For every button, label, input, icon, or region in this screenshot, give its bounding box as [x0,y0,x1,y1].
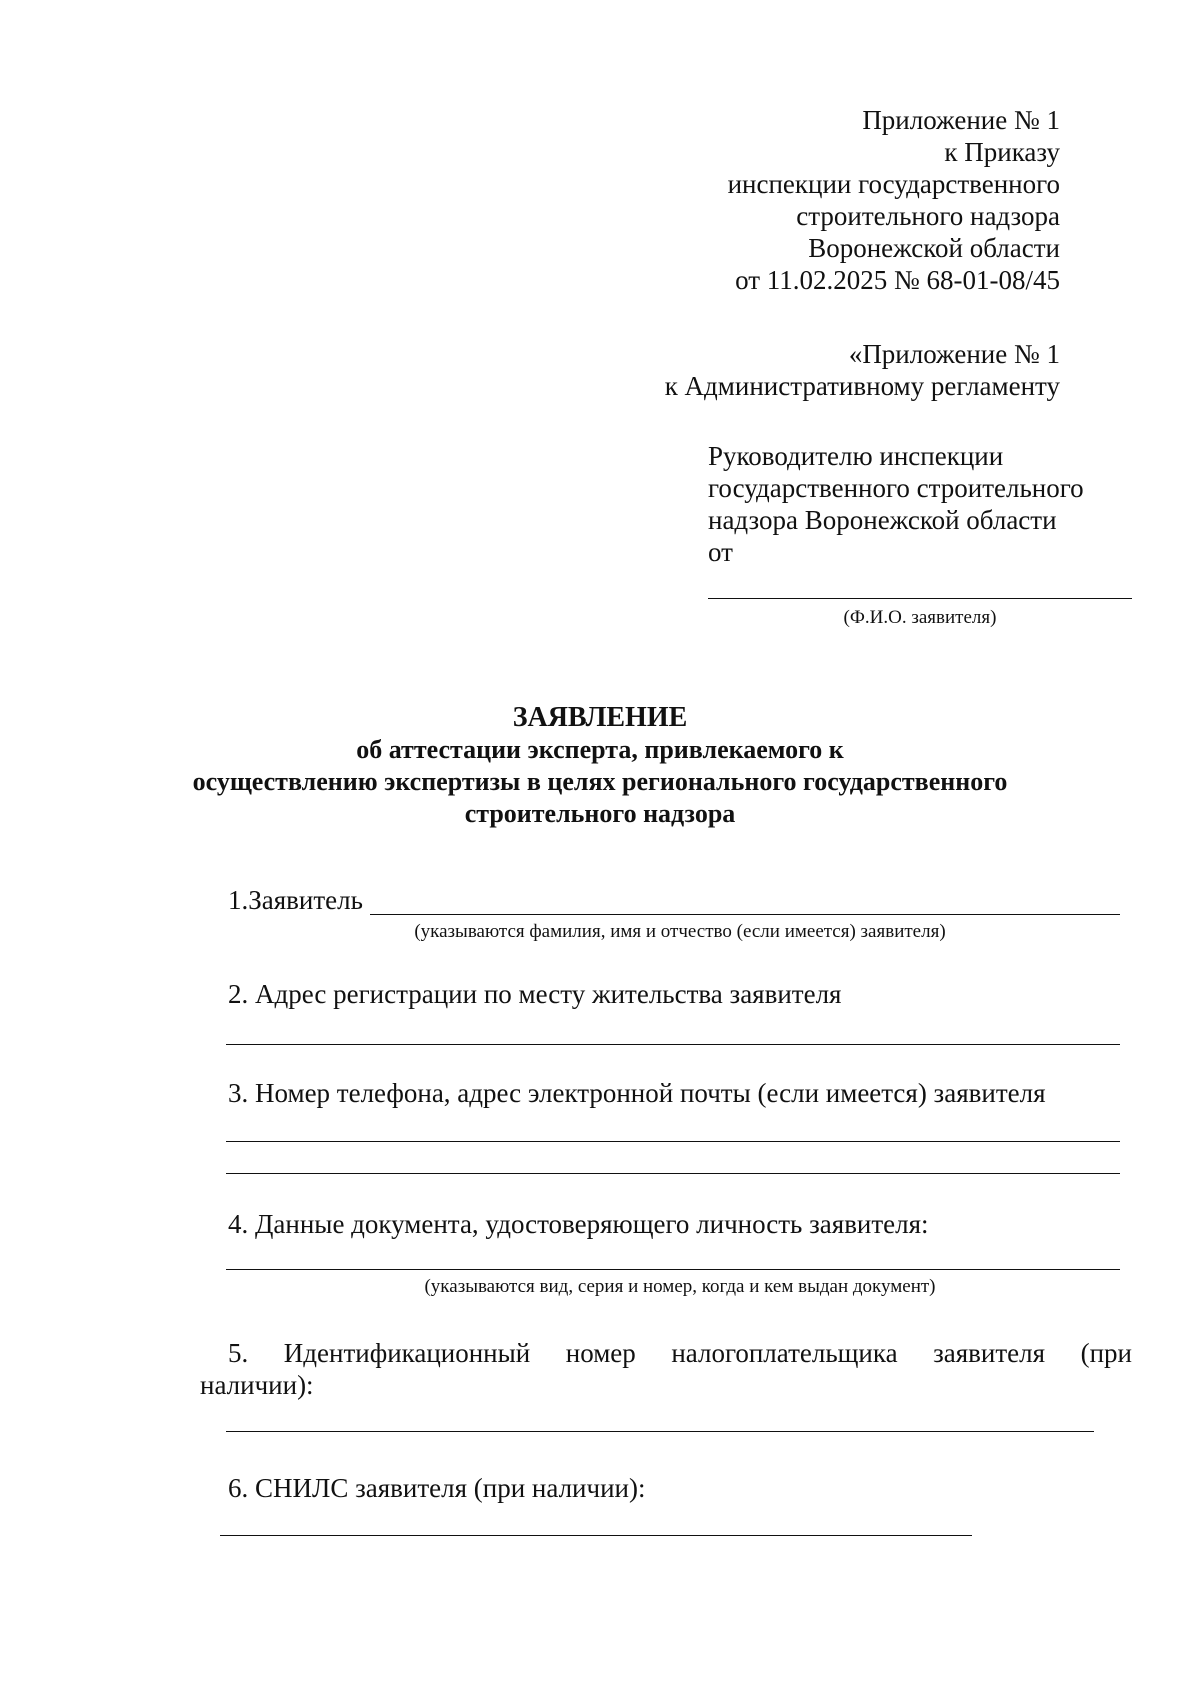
document-subtitle-line: об аттестации эксперта, привлекаемого к [356,735,844,764]
item-1-field[interactable] [370,914,1120,915]
item-5-word: налогоплательщика [671,1338,898,1368]
addressee-line: государственного строительного [708,473,1084,503]
item-1-label: 1.Заявитель [228,885,363,915]
appendix-1-line: Воронежской области [808,233,1060,263]
item-4-field[interactable] [226,1269,1120,1270]
item-5-word: Идентификационный [283,1338,531,1368]
item-5-word: 5. [228,1338,249,1368]
document-subtitle-line: строительного надзора [464,799,736,828]
item-5-word: заявителя [933,1338,1046,1368]
addressee-line: надзора Воронежской области [708,505,1057,535]
addressee-block [708,440,1128,568]
item-3-field-2[interactable] [226,1173,1120,1174]
addressee-line: Руководителю инспекции [708,441,1004,471]
appendix-2-block [540,338,1060,402]
item-3-label: 3. Номер телефона, адрес электронной почты (если имеется) заявителя [228,1078,1046,1108]
item-5-label-line-2: наличии): [200,1370,314,1400]
appendix-2-line: к Административному регламенту [664,371,1060,401]
appendix-1-line: строительного надзора [796,201,1060,231]
appendix-1-line: Приложение № 1 [862,105,1060,135]
document-title-block [150,702,1050,830]
appendix-1-line: инспекции государственного [727,169,1060,199]
item-6-field[interactable] [220,1535,972,1536]
item-1-caption: (указываются фамилия, имя и отчество (если имеется) заявителя) [414,921,946,942]
item-2-label: 2. Адрес регистрации по месту жительства заявителя [228,979,842,1009]
appendix-1-block [540,104,1060,296]
item-3-field-1[interactable] [226,1141,1120,1142]
applicant-name-caption: (Ф.И.О. заявителя) [843,607,997,628]
document-subtitle-line: осуществлению экспертизы в целях регионального государственного [192,767,1008,796]
item-4-label: 4. Данные документа, удостоверяющего личность заявителя: [228,1209,929,1239]
appendix-1-line: к Приказу [944,137,1060,167]
item-5-field[interactable] [226,1431,1094,1432]
applicant-name-field[interactable] [708,598,1132,599]
item-2-field[interactable] [226,1044,1120,1045]
item-5-word: (при [1080,1338,1132,1368]
item-4-caption: (указываются вид, серия и номер, когда и кем выдан документ) [424,1276,936,1297]
document-title: ЗАЯВЛЕНИЕ [512,702,688,733]
addressee-line: от [708,537,733,567]
item-5-word: номер [565,1338,636,1368]
appendix-1-line: от 11.02.2025 № 68-01-08/45 [735,265,1060,295]
item-5-label-line-1 [228,1337,1132,1369]
appendix-2-line: «Приложение № 1 [848,339,1060,369]
item-6-label: 6. СНИЛС заявителя (при наличии): [228,1473,646,1503]
